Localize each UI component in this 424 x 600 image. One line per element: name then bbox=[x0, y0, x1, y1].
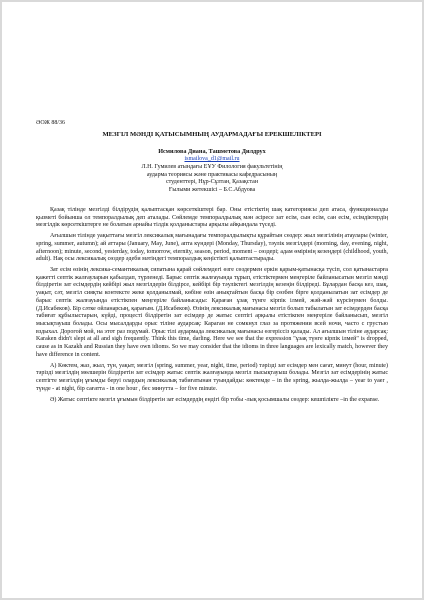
email-link[interactable]: ismailova_d1@mail.ru bbox=[184, 156, 240, 162]
body-paragraph: Зат есім өзінің лексика-семантикалық сипатына қарай сөйлемдегі өзге сөздермен еркін қарым-қатынасқа түсіп, сол қатынастарға қажетті септік жалғауларын қабылдап, түрленеді. Барыс септік жалғауында тұрып, етістіктермен меңгеріле байланысатын мезгіл мәнді білдіретін зат есімдердің кейбірі жыл мезгілдерін білдірсе, кейбірі бір тәуліктегі мезгілдің кезеңін білдіреді. Бұлардан басқа кез, шақ, уақыт, сәт, мезгіл сияқты контексте жеке қолданылмай, көбіне өзін анықтайтын басқа бір сөзбен бірге қолданылатын зат есімдер де барыс септік жалғауында етістікпен меңгеріле байланысады: Қараған ұзақ түнге кірпік ілмей, жәй-жәй күрсінумен болды. (Д.Исабеков). Бір сәтке ойланарсың, қарағым. (Д.Исабеков). Өзінің лексикалық мағынасы мезгіл болып табылатын зат есімдерден басқа табиғат құбылыстарын, күйді, процесті білдіретін зат есімдер де жатыс септігі арқылы етістікпен меңгеріле байланысып, мезгіл мысықтауыш болады. Осы мысалдарды орыс тіліне аударсақ: Караган не сомкнул глаз за протяжении всей ночи, часто с грустью вздыхал. Дорогой мой, на этот раз подумай. Орыс тілі аудармада лексикалық мағынасы өзгеріссіз қалады. Ал ағылшын тіліне аударсақ: Karaken didn't slept at all and sigh frequently. Think this time, darling. Here we see that the expression "ұзақ түнге кірпік ілмей" is dropped, cause as in Kazakh and Russian they have own idioms. So we may consider that the idioms in three languages are lexically match, however they have difference in content. bbox=[36, 267, 388, 358]
supervisor-line: Ғылыми жетекшісі – Б.С.Абдуова bbox=[168, 187, 256, 194]
body-paragraph: Ә) Жатыс септікте мезгіл ұғымын білдіретін зат есімдердің ендігі бір тобы -лық қосымшалы сөздер: кешпілікте –in the expanse. bbox=[50, 396, 380, 403]
body-paragraph: А) Көктем, жаз, жыл, түн, уақыт, мезгіл (spring, summer, year, night, time, period) тәрізді зат есімдер мен сағат, минут (hour, minute) тәрізді мезгілдің мөлшерін білдіретін зат есімдер жатыс септік жалғауында мезгіл пысықтауыш болады. Мезгіл зат есімдерінің жатыс септігте мезгілдің ұғымды беруі олардың лексикалық табиғатынан туындайды: көктемде – in the spring, жылда-жылда – year to yaer , түнде - at night, бір сағатта - in one hour , бес минутта – for five minute. bbox=[36, 362, 388, 392]
article-body bbox=[36, 207, 388, 404]
authors: Исмилова Диана, Ташметова Дилдрух bbox=[158, 148, 266, 155]
document-page bbox=[2, 2, 422, 598]
affiliation-line: Л.Н. Гумилев атындағы ЕҰУ Филология факультетінің bbox=[141, 163, 283, 170]
body-paragraph: Ағылшын тілінде уақыттағы мезгіл лексикалық мағынадағы темпоралдылықты құрайтын сөздер: жыл мезгілінің атаулары (winter, spring, summer, autumn); ай аттары (January, May, June), апта күндері (Monday, Thursday), тәулік мезгілдері (morning, day, evening, night, afternoon); minute, second, yesterday, today, tomorrow, eternity, season, period, moment – сөздері; адам өмірінің кезеңдері (childhood, youth, adult). Нақ осы лексикалық сөздер әдеби мәтіндегі темпоралдық кеңістікті қалыптастырады. bbox=[36, 233, 388, 263]
email-line bbox=[36, 156, 388, 164]
article-title: МЕЗГІЛ МӘНДІ ҚАТЫСЫМНЫҢ АУДАРМАДАҒЫ ЕРЕКШЕЛІКТЕРІ bbox=[102, 131, 322, 138]
body-paragraph: Қазақ тілінде мезгілді білдірудің қалыптасқан көрсеткіштері бар. Оны етістіктің шақ категориясы деп атаса, функционалды қызметі бойынша ол темпоралдылық деп аталады. Сөйлемде темпоралдылық мән әсіресе зат есім, сын есім, сан есім, есімдіктердің мезгілдік көрсеткіштерге не болатын арнайы тілдік қолданыстары арқылы айқындала түседі. bbox=[36, 206, 388, 229]
udc-code: ӘОЖ 88/36 bbox=[36, 120, 66, 126]
affiliation-line: аударма теориясы және практикасы кафедрасының bbox=[146, 171, 278, 178]
affiliation-line: студенттері, Нұр-Сұлтан, Қазақстан bbox=[165, 179, 259, 186]
